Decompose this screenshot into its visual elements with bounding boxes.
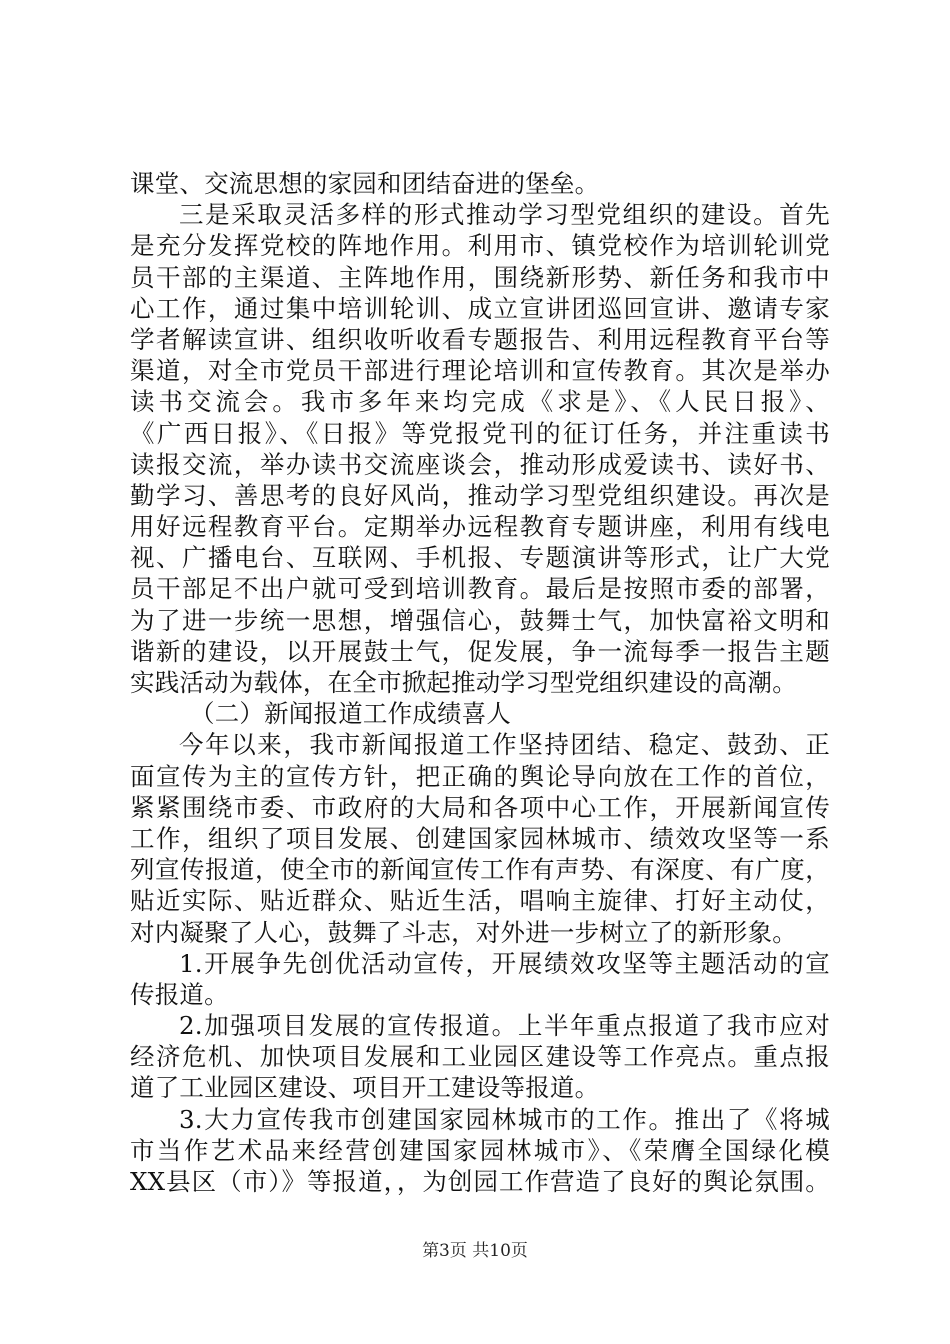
text-line: 员干部的主渠道、主阵地作用，围绕新形势、新任务和我市中 [130,262,830,292]
text-line: 列宣传报道，使全市的新闻宣传工作有声势、有深度、有广度， [130,855,830,885]
text-line: 用好远程教育平台。定期举办远程教育专题讲座，利用有线电 [130,512,830,542]
text-line: 读书交流会。我市多年来均完成《求是》、《人民日报》、 [130,387,830,417]
text-line: 员干部足不出户就可受到培训教育。最后是按照市委的部署， [130,574,830,604]
text-line: 工作，组织了项目发展、创建国家园林城市、绩效攻坚等一系 [130,823,830,853]
text-line: 课堂、交流思想的家园和团结奋进的堡垒。 [130,169,600,198]
page-number-label: 第3页 共10页 [422,1241,528,1261]
document-body [130,168,830,1197]
text-line: 谐新的建设，以开展鼓士气，促发展，争一流每季一报告主题 [130,636,830,666]
paragraph-start-line: 今年以来，我市新闻报道工作坚持团结、稳定、鼓劲、正 [179,730,830,760]
text-line: 经济危机、加快项目发展和工业园区建设等工作亮点。重点报 [130,1042,830,1072]
text-line: 紧紧围绕市委、市政府的大局和各项中心工作，开展新闻宣传 [130,792,830,822]
text-line: 读报交流，举办读书交流座谈会，推动形成爱读书、读好书、 [130,449,830,479]
text-line: 视、广播电台、互联网、手机报、专题演讲等形式，让广大党 [130,543,830,573]
text-line: 勤学习、善思考的良好风尚，推动学习型党组织建设。再次是 [130,480,830,510]
text-line: 心工作，通过集中培训轮训、成立宣讲团巡回宣讲、邀请专家 [130,293,830,323]
text-line: 渠道，对全市党员干部进行理论培训和宣传教育。其次是举办 [130,356,830,386]
text-line: 市当作艺术品来经营创建国家园林城市》、《荣膺全国绿化模 [130,1135,830,1165]
text-line: 为了进一步统一思想，增强信心，鼓舞士气，加快富裕文明和 [130,605,830,635]
text-line: 贴近实际、贴近群众、贴近生活，唱响主旋律、打好主动仗， [130,886,830,916]
numbered-item-line: 1.开展争先创优活动宣传，开展绩效攻坚等主题活动的宣 [179,948,830,978]
text-line: 道了工业园区建设、项目开工建设等报道。 [130,1073,600,1103]
text-line: 面宣传为主的宣传方针，把正确的舆论导向放在工作的首位， [130,761,830,791]
section-heading: （二）新闻报道工作成绩喜人 [190,699,512,729]
text-line: 是充分发挥党校的阵地作用。利用市、镇党校作为培训轮训党 [130,231,830,261]
text-line: 实践活动为载体，在全市掀起推动学习型党组织建设的高潮。 [130,668,797,697]
numbered-item-line: 3.大力宣传我市创建国家园林城市的工作。推出了《将城 [179,1104,830,1134]
paragraph-start-line: 三是采取灵活多样的形式推动学习型党组织的建设。首先 [179,200,830,230]
page-footer [0,1240,950,1262]
numbered-item-line: 2.加强项目发展的宣传报道。上半年重点报道了我市应对 [179,1011,830,1041]
text-line: 《广西日报》、《日报》等党报党刊的征订任务，并注重读书 [130,418,830,448]
text-line: 对内凝聚了人心，鼓舞了斗志，对外进一步树立了的新形象。 [130,917,797,947]
text-line: 学者解读宣讲、组织收听收看专题报告、利用远程教育平台等 [130,324,830,354]
text-line: 传报道。 [130,979,229,1009]
text-line: XX县区（市）》等报道，，为创园工作营造了良好的舆论氛围。 [130,1167,830,1196]
